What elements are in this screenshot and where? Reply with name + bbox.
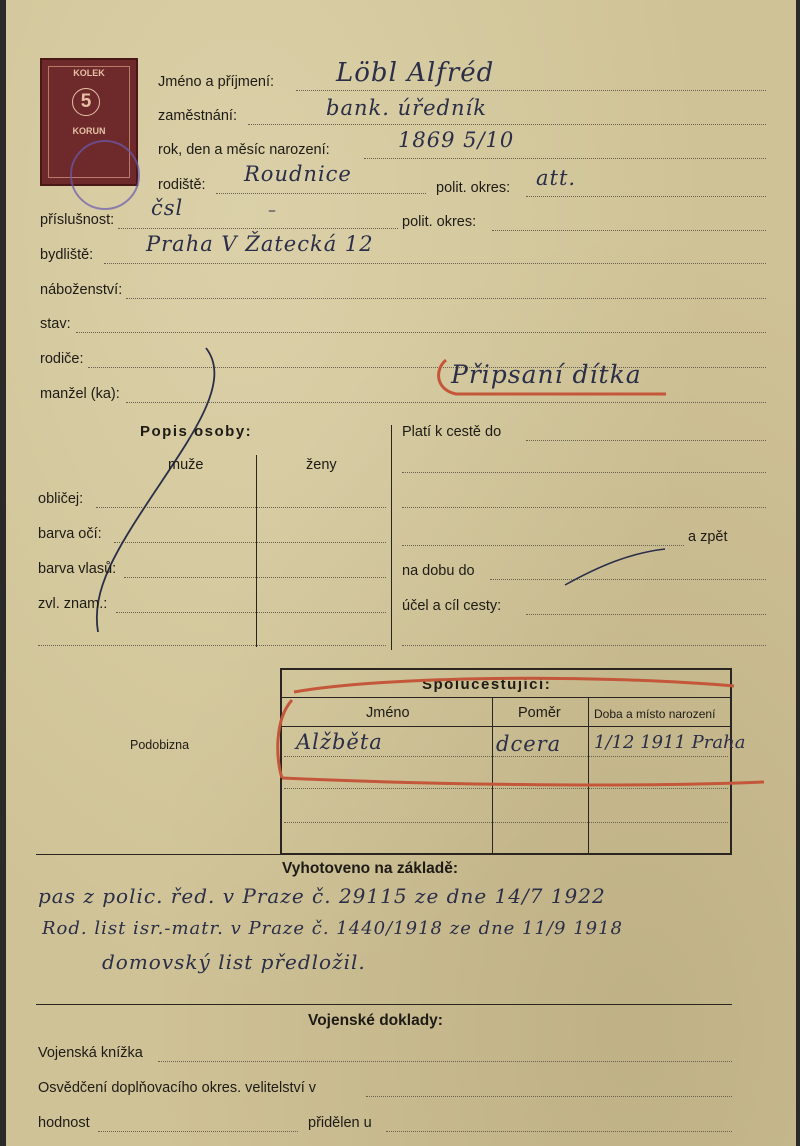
military-book-line [158,1061,732,1062]
photo-label: Podobizna [130,738,190,752]
marks-label: zvl. znam.: [38,596,108,612]
description-divider [256,455,257,647]
religion-label: náboženství: [40,282,123,298]
annotation-text: Připsaní dítka [451,360,642,389]
military-top-rule [36,1004,732,1005]
occupation-label: zaměstnání: [158,108,237,124]
military-book-label: Vojenská knížka [38,1045,143,1061]
district2-line [492,230,766,231]
annotation-underline [426,350,686,410]
name-line [296,90,766,91]
birth-value: 1869 5/10 [398,128,515,152]
stamp-value: 5 [72,88,100,116]
birth-line [364,158,766,159]
military-heading: Vojenské doklady: [308,1012,443,1029]
revenue-stamp [40,58,138,186]
occupation-line [248,124,766,125]
marks-line [116,612,386,613]
military-certificate-line [366,1096,732,1097]
companions-col-relation: Poměr [518,705,561,721]
name-label: Jméno a příjmení: [158,74,275,90]
purpose-line [526,614,766,615]
valid-line-2 [402,472,766,473]
religion-line [126,298,766,299]
basis-line-1: pas z polic. řed. v Praze č. 29115 ze dne 14/7 1922 [38,884,606,908]
district-value: att. [536,166,577,190]
valid-line-3 [402,507,766,508]
valid-label: Platí k cestě do [402,424,502,440]
status-label: stav: [40,316,71,332]
document-page [6,0,796,1146]
citizenship-line [118,228,398,229]
citizenship-dash: – [268,200,277,219]
stamp-seal [70,140,140,210]
travel-divider [391,425,392,650]
companions-col-birth: Doba a místo narození [594,707,716,721]
spouse-label: manžel (ka): [40,386,120,402]
period-stroke [561,545,671,590]
military-certificate-label: Osvědčení doplňovacího okres. velitelství v [38,1080,317,1096]
companion-name: Alžběta [296,730,383,754]
birth-label: rok, den a měsíc narození: [158,142,330,158]
parents-label: rodiče: [40,351,84,367]
back-label: a zpět [688,529,728,545]
stamp-bottom-text: KORUN [72,126,106,136]
birthplace-line [216,193,426,194]
military-rank-label: hodnost [38,1115,90,1131]
face-line [96,507,386,508]
companions-heading: Spolucestující: [422,676,552,693]
valid-line [526,440,766,441]
district-line [526,196,766,197]
birthplace-label: rodiště: [158,177,206,193]
basis-heading: Vyhotoveno na základě: [282,860,458,877]
description-bottom-line [38,645,386,646]
stamp-top-text: KOLEK [73,68,105,78]
companion-relation: dcera [496,732,562,756]
face-label: obličej: [38,491,84,507]
citizenship-value: čsl [151,196,184,220]
companions-row-line-3 [284,822,728,823]
pen-stroke [86,340,236,640]
companion-birth: 1/12 1911 Praha [594,732,746,753]
hair-line [124,577,386,578]
basis-line-3: domovský list předložil. [102,950,366,974]
military-rank-line [98,1131,298,1132]
military-assigned-line [386,1131,732,1132]
residence-line [104,263,766,264]
column-women: ženy [306,457,337,473]
hair-label: barva vlasů: [38,561,117,577]
description-heading: Popis osoby: [140,423,253,440]
district2-label: polit. okres: [402,214,477,230]
purpose-line-2 [402,645,766,646]
name-value: Löbl Alfréd [336,58,495,88]
purpose-label: účel a cíl cesty: [402,598,502,614]
basis-top-rule [36,854,732,855]
basis-line-2: Rod. list isr.-matr. v Praze č. 1440/1918 ze dne 11/9 1918 [42,918,624,939]
companions-col-name: Jméno [366,705,410,721]
military-assigned-label: přidělen u [308,1115,372,1131]
birthplace-value: Roudnice [244,162,352,186]
district-label: polit. okres: [436,180,511,196]
red-pencil-frame [264,670,784,800]
eyes-label: barva očí: [38,526,102,542]
residence-value: Praha V Žatecká 12 [146,232,374,256]
status-line [76,332,766,333]
column-men: muže [168,457,204,473]
citizenship-label: příslušnost: [40,212,115,228]
eyes-line [114,542,386,543]
residence-label: bydliště: [40,247,94,263]
period-label: na dobu do [402,563,475,579]
occupation-value: bank. úředník [326,96,487,120]
